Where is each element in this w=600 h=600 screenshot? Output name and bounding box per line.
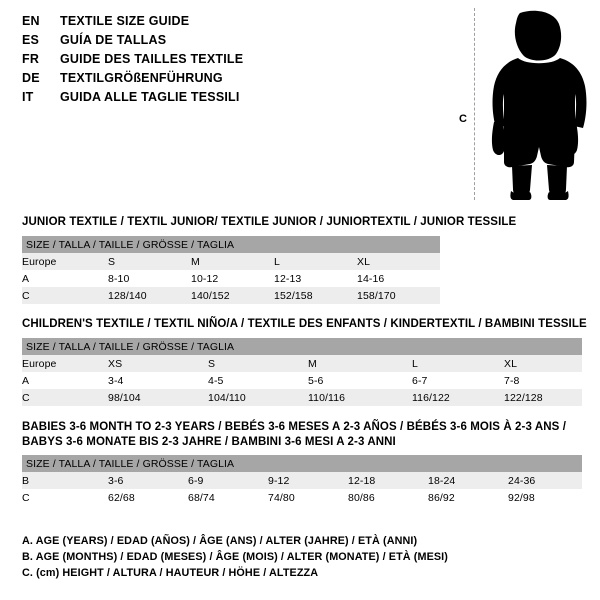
header-text-en: TEXTILE SIZE GUIDE	[60, 14, 190, 28]
cell: 128/140	[108, 287, 191, 304]
table-row	[22, 389, 582, 406]
cell: 3-4	[108, 372, 208, 389]
measure-label-c: C	[459, 113, 467, 125]
table-row	[22, 355, 582, 372]
cell: 3-6	[108, 472, 188, 489]
section-title-children: CHILDREN'S TEXTILE / TEXTIL NIÑO/A / TEXTILE DES ENFANTS / KINDERTEXTIL / BAMBINI TESSILE	[22, 318, 587, 330]
table-junior	[22, 236, 440, 304]
cell: XS	[108, 355, 208, 372]
header-lang-fr: FR	[22, 52, 40, 66]
cell: 80/86	[348, 489, 428, 506]
footnote-c: C. (cm) HEIGHT / ALTURA / HAUTEUR / HÖHE / ALTEZZA	[22, 567, 319, 579]
header-block	[22, 14, 422, 109]
header-row-en	[22, 14, 422, 33]
table-children-header-label: SIZE / TALLA / TAILLE / GRÖSSE / TAGLIA	[22, 338, 582, 355]
cell: 74/80	[268, 489, 348, 506]
cell: S	[108, 253, 191, 270]
cell: 98/104	[108, 389, 208, 406]
cell: 14-16	[357, 270, 440, 287]
header-text-it: GUIDA ALLE TAGLIE TESSILI	[60, 90, 240, 104]
footnote-b: B. AGE (MONTHS) / EDAD (MESES) / ÂGE (MOIS) / ALTER (MONATE) / ETÀ (MESI)	[22, 551, 448, 563]
table-junior-header-row	[22, 236, 440, 253]
height-measure-line	[474, 8, 475, 200]
cell: 110/116	[308, 389, 412, 406]
row-label: C	[22, 287, 108, 304]
cell: 62/68	[108, 489, 188, 506]
header-lang-it: IT	[22, 90, 34, 104]
table-row	[22, 253, 440, 270]
table-babies-header-row	[22, 455, 582, 472]
toddler-silhouette-icon	[482, 10, 592, 202]
header-text-fr: GUIDE DES TAILLES TEXTILE	[60, 52, 244, 66]
header-row-it	[22, 90, 422, 109]
cell: M	[308, 355, 412, 372]
table-row	[22, 270, 440, 287]
header-row-fr	[22, 52, 422, 71]
header-lang-es: ES	[22, 33, 40, 47]
row-label: Europe	[22, 355, 108, 372]
cell: 12-18	[348, 472, 428, 489]
cell: 140/152	[191, 287, 274, 304]
table-babies-header-label: SIZE / TALLA / TAILLE / GRÖSSE / TAGLIA	[22, 455, 582, 472]
row-label: A	[22, 372, 108, 389]
header-row-es	[22, 33, 422, 52]
footnote-a: A. AGE (YEARS) / EDAD (AÑOS) / ÂGE (ANS) / ALTER (JAHRE) / ETÀ (ANNI)	[22, 535, 418, 547]
table-row	[22, 372, 582, 389]
row-label: C	[22, 389, 108, 406]
cell: 68/74	[188, 489, 268, 506]
cell: XL	[504, 355, 582, 372]
cell: 104/110	[208, 389, 308, 406]
cell: 10-12	[191, 270, 274, 287]
footnotes-block	[22, 533, 582, 581]
row-label: C	[22, 489, 108, 506]
cell: 8-10	[108, 270, 191, 287]
table-row	[22, 489, 582, 506]
header-lang-en: EN	[22, 14, 40, 28]
cell: 5-6	[308, 372, 412, 389]
cell: 122/128	[504, 389, 582, 406]
header-lang-de: DE	[22, 71, 40, 85]
section-title-babies: BABIES 3-6 MONTH TO 2-3 YEARS / BEBÉS 3-6 MESES A 2-3 AÑOS / BÉBÉS 3-6 MOIS À 2-3 ANS / BABYS 3-6 MONATE BIS 2-3 JAHRE / BAMBINI 3-6 MESI A 2-3 ANNI	[22, 421, 566, 448]
cell: 158/170	[357, 287, 440, 304]
cell: S	[208, 355, 308, 372]
table-children	[22, 338, 582, 406]
table-row	[22, 472, 582, 489]
table-babies	[22, 455, 582, 506]
row-label: A	[22, 270, 108, 287]
cell: 24-36	[508, 472, 582, 489]
cell: 12-13	[274, 270, 357, 287]
cell: 18-24	[428, 472, 508, 489]
table-junior-header-label: SIZE / TALLA / TAILLE / GRÖSSE / TAGLIA	[22, 236, 440, 253]
cell: 152/158	[274, 287, 357, 304]
cell: 116/122	[412, 389, 504, 406]
header-text-de: TEXTILGRÖßENFÜHRUNG	[60, 71, 223, 85]
header-row-de	[22, 71, 422, 90]
cell: 86/92	[428, 489, 508, 506]
cell: 7-8	[504, 372, 582, 389]
figure-block	[430, 8, 595, 203]
cell: 92/98	[508, 489, 582, 506]
cell: 9-12	[268, 472, 348, 489]
table-row	[22, 287, 440, 304]
cell: 6-7	[412, 372, 504, 389]
row-label: B	[22, 472, 108, 489]
cell: XL	[357, 253, 440, 270]
table-children-header-row	[22, 338, 582, 355]
cell: M	[191, 253, 274, 270]
header-text-es: GUÍA DE TALLAS	[60, 33, 167, 47]
cell: L	[412, 355, 504, 372]
section-title-junior: JUNIOR TEXTILE / TEXTIL JUNIOR/ TEXTILE JUNIOR / JUNIORTEXTIL / JUNIOR TESSILE	[22, 216, 517, 228]
cell: 4-5	[208, 372, 308, 389]
cell: L	[274, 253, 357, 270]
row-label: Europe	[22, 253, 108, 270]
cell: 6-9	[188, 472, 268, 489]
